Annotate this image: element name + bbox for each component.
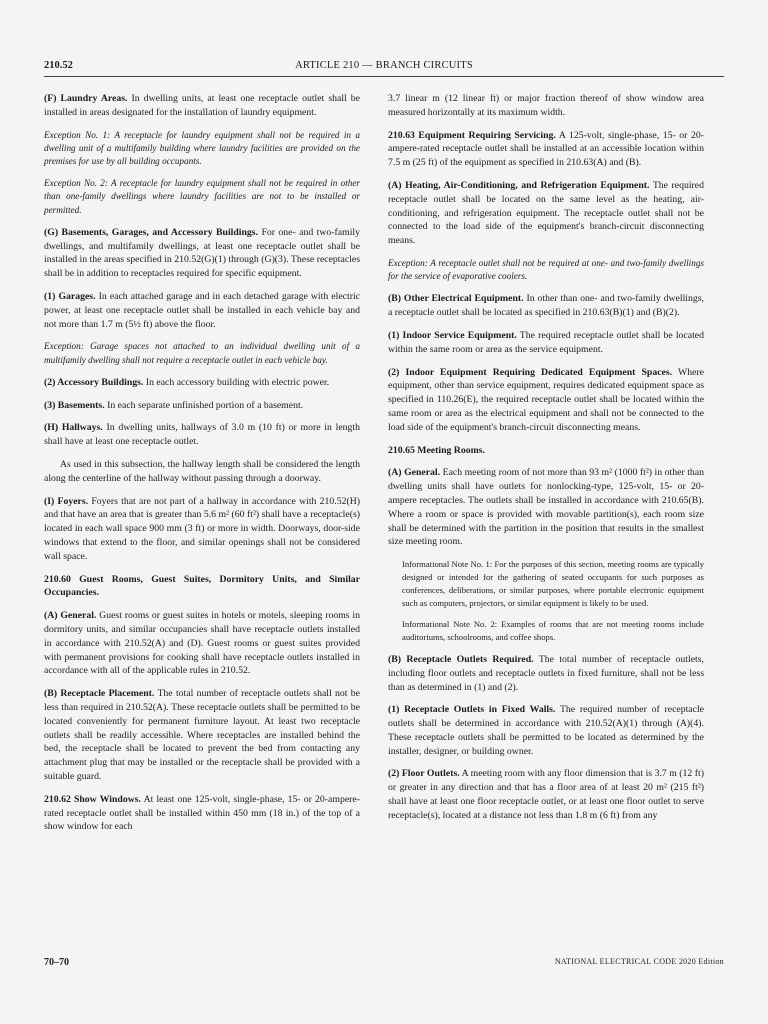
code-paragraph (44, 290, 360, 331)
section-heading: (G) Basements, Garages, and Accessory Buildings. (44, 226, 259, 238)
section-heading: (H) Hallways. (44, 422, 103, 434)
section-heading: 210.63 Equipment Requiring Servicing. (388, 129, 556, 141)
section-heading: (2) Indoor Equipment Requiring Dedicated Equipment Spaces. (388, 366, 673, 378)
code-paragraph (44, 92, 360, 120)
paragraph-body: In dwelling units, hallways of 3.0 m (10 ft) or more in length shall have at least one receptacle outlet. (44, 422, 360, 448)
code-paragraph (44, 458, 360, 486)
section-heading: (3) Basements. (44, 399, 105, 411)
section-heading: (2) Floor Outlets. (388, 768, 460, 780)
section-heading: (I) Foyers. (44, 495, 89, 507)
informational-note: Informational Note No. 1: For the purposes of this section, meeting rooms are typically designed or intended for the gathering of seated occupants for such purposes as conferences, deliberations, or similar purposes, where portable electronic equipment such as computers, projectors, or similar equipment is likely to be used. (402, 559, 704, 608)
section-heading: (A) General. (388, 467, 441, 479)
code-paragraph (44, 376, 360, 390)
paragraph-body: In each accessory building with electric power. (143, 376, 330, 388)
exception-text: Exception: Garage spaces not attached to an individual dwelling unit of a multifamily dwelling shall not require a receptacle outlet in each vehicle bay. (44, 341, 360, 365)
paragraph-body: The required receptacle outlet shall be located within the same room or area as the service equipment. (388, 329, 704, 355)
section-heading: (2) Accessory Buildings. (44, 376, 144, 388)
paragraph-body: Each meeting room of not more than 93 m² (1000 ft²) in other than dwelling units shall have outlets for nonlocking-type, 125-volt, 15- or 20-ampere receptacles. The outlets shall be installed in accordance with 210.65(B). Where a room or space is provided with movable partition(s), each room size shall be determined with the partition in the position that results in the smallest size meeting room. (388, 467, 705, 548)
paragraph-body: 3.7 linear m (12 linear ft) or major fraction thereof of show window area measured horizontally at its maximum width. (388, 93, 704, 118)
paragraph-body: Guest rooms or guest suites in hotels or motels, sleeping rooms in dormitory units, and similar occupancies shall have receptacle outlets installed in accordance with 210.52(A) and (D). Guest rooms or guest suites provided with permanent provisions for cooking shall have receptacle outlets installed in accordance with all of the applicable rules in 210.52. (44, 610, 360, 677)
code-paragraph (388, 292, 704, 320)
left-column (44, 92, 360, 843)
code-paragraph (388, 92, 704, 120)
paragraph-body: The total number of receptacle outlets shall not be less than required in 210.52(A). These receptacle outlets shall be permitted to be located conveniently for permanent furniture layout. At least two receptacle outlets shall be readily accessible. Where receptacles are installed behind the bed, the receptacle shall be located to prevent the bed from contacting any attachment plug that may be installed or the receptacle shall be provided with a suitable guard. (44, 688, 360, 782)
paragraph-body: At least one 125-volt, single-phase, 15- or 20-ampere-rated receptacle outlet shall be installed within 450 mm (18 in.) of the top of a show window for each (44, 793, 360, 833)
paragraph-body: Where equipment, other than service equipment, requires dedicated equipment space as specified in 110.26(E), the required receptacle outlet shall be located within the same room or area as the electrical equipment and shall not be connected to the load side of the equipment's branch-circuit disconnecting means. (388, 366, 705, 433)
paragraph-body: A meeting room with any floor dimension that is 3.7 m (12 ft) or greater in any direction and that has a floor area of at least 20 m² (215 ft²) shall have at least one floor receptacle outlet, or at least one floor outlet to serve receptacle(s), located at a distance not less than 1.8 m (6 ft) from any (388, 768, 704, 821)
section-heading: 210.60 Guest Rooms, Guest Suites, Dormitory Units, and Similar Occupancies. (44, 573, 360, 599)
paragraph-body: Foyers that are not part of a hallway in accordance with 210.52(H) and that have an area that is greater than 5.6 m² (60 ft²) shall have a receptacle(s) located in each wall space 900 mm (3 ft) or more in width. Doorways, door-side windows that extend to the floor, and similar openings shall not be considered wall space. (44, 495, 360, 562)
header-article-title: ARTICLE 210 — BRANCH CIRCUITS (295, 60, 473, 71)
code-paragraph (388, 179, 704, 248)
code-paragraph (388, 366, 704, 435)
paragraph-body: The required number of receptacle outlets shall be determined in accordance with 210.52(A)(1) through (A)(4). These receptacle outlets shall be permitted to be located as determined by the installer, designer, or building owner. (388, 704, 704, 757)
section-heading: 210.62 Show Windows. (44, 793, 141, 805)
paragraph-body: A 125-volt, single-phase, 15- or 20-ampere-rated receptacle outlet shall be installed at an accessible location within 7.5 m (25 ft) of the equipment as specified in 210.63(A) and (B). (388, 129, 704, 169)
section-heading: (B) Receptacle Outlets Required. (388, 653, 534, 665)
code-paragraph (44, 687, 360, 784)
code-paragraph (44, 495, 360, 564)
exception-text: Exception No. 2: A receptacle for laundry equipment shall not be required in other than one-family dwellings where laundry facilities are not to be installed or permitted. (44, 178, 360, 215)
section-heading: (B) Other Electrical Equipment. (388, 293, 524, 305)
paragraph-body: For one- and two-family dwellings, and multifamily dwellings, at least one receptacle outlet shall be installed in the areas specified in 210.52(G)(1) through (G)(3). These receptacles shall be in addition to receptacles required for specific equipment. (44, 226, 360, 280)
section-heading: (A) General. (44, 610, 97, 622)
section-heading: (1) Indoor Service Equipment. (388, 329, 517, 341)
exception-text: Exception: A receptacle outlet shall not be required at one- and two-family dwellings for the service of evaporative coolers. (388, 257, 704, 282)
code-paragraph (388, 767, 704, 822)
code-paragraph (44, 793, 360, 834)
code-paragraph (44, 609, 360, 678)
paragraph-body: In other than one- and two-family dwellings, a receptacle outlet shall be located as specified in 210.63(B)(1) and (B)(2). (388, 293, 704, 319)
code-paragraph (44, 399, 360, 413)
section-heading: (B) Receptacle Placement. (44, 688, 155, 700)
code-paragraph (388, 653, 704, 694)
section-heading: (1) Receptacle Outlets in Fixed Walls. (388, 704, 556, 716)
code-paragraph (388, 329, 704, 357)
header-section-number: 210.52 (44, 60, 73, 71)
section-heading: (A) Heating, Air-Conditioning, and Refrigeration Equipment. (388, 179, 650, 191)
paragraph-body: In dwelling units, at least one receptacle outlet shall be installed in areas designated for the installation of laundry equipment. (44, 93, 360, 118)
section-heading: (1) Garages. (44, 291, 96, 302)
right-column (388, 92, 704, 832)
paragraph-body: The required receptacle outlet shall be located on the same level as the heating, air-conditioning, and refrigeration equipment. The receptacle outlet shall not be connected to the load side of the equipment's branch-circuit disconnecting means. (388, 179, 705, 247)
exception-text: Exception No. 1: A receptacle for laundry equipment shall not be required in a dwelling unit of a multifamily building where laundry facilities are provided on the premises for use by all building occupants. (44, 129, 360, 166)
code-paragraph (388, 703, 704, 758)
informational-note: Informational Note No. 2: Examples of rooms that are not meeting rooms include auditoriums, schoolrooms, and coffee shops. (402, 619, 704, 643)
code-paragraph (388, 129, 704, 170)
paragraph-body: In each attached garage and in each detached garage with electric power, at least one receptacle outlet shall be installed in each vehicle bay and not more than 1.7 m (5½ ft) above the floor. (44, 291, 360, 330)
code-paragraph (388, 466, 704, 549)
code-paragraph (388, 444, 704, 458)
section-heading: 210.65 Meeting Rooms. (388, 444, 485, 456)
edition-label: NATIONAL ELECTRICAL CODE 2020 Edition (554, 957, 724, 966)
page-number: 70–70 (44, 957, 69, 968)
paragraph-body: In each separate unfinished portion of a basement. (104, 399, 304, 411)
code-paragraph (44, 573, 360, 601)
code-paragraph (44, 421, 360, 449)
section-heading: (F) Laundry Areas. (44, 93, 128, 104)
code-paragraph (44, 226, 360, 281)
running-header (44, 60, 724, 77)
paragraph-body: As used in this subsection, the hallway length shall be considered the length along the centerline of the hallway without passing through a doorway. (44, 458, 360, 484)
paragraph-body: The total number of receptacle outlets, including floor outlets and receptacle outlets in fixed furniture, shall not be less than as determined in (1) and (2). (388, 653, 704, 693)
